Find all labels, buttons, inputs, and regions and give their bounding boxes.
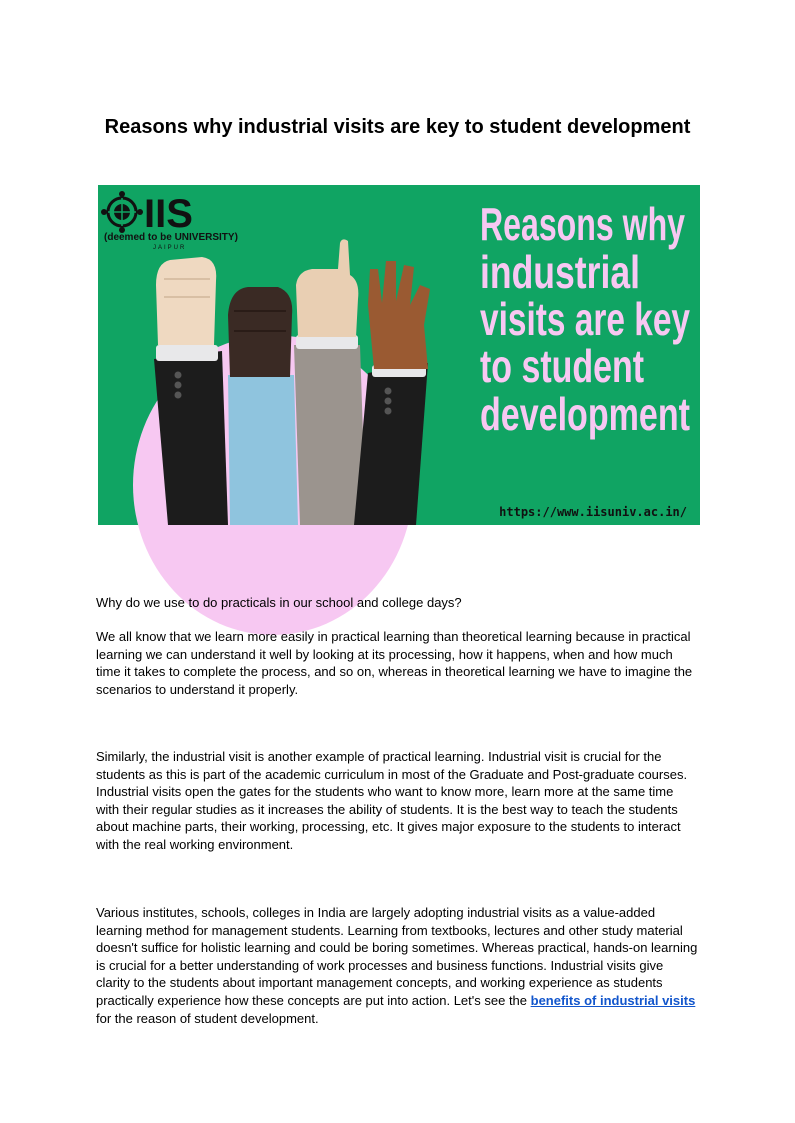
paragraph-4-text-after: for the reason of student development. (96, 1010, 319, 1026)
page-title: Reasons why industrial visits are key to student development (104, 116, 691, 138)
banner-image (98, 185, 700, 525)
headline-line-3: visits are key (480, 293, 691, 345)
logo-city: JAIPUR (153, 245, 187, 251)
banner-headline (480, 198, 690, 440)
headline-line-1: Reasons why (480, 198, 686, 250)
paragraph-1: Why do we use to do practicals in our school and college days? (96, 595, 462, 610)
logo-main: IIS (144, 192, 193, 236)
benefits-link[interactable]: benefits of industrial visits (530, 992, 696, 1008)
headline-line-2: industrial (480, 246, 640, 298)
paragraph-3: Similarly, the industrial visit is another example of practical learning. Industrial visit is crucial for the students as this is part of the academic curriculum in most of the Graduate and Post-graduate courses. Industrial visits open the gates for the students who want to know more, learn more at the same time with their regular studies as it increases the ability of students. It is the best way to teach the students about machine parts, their working, processing, etc. It gives major exposure to the students to interact with the real working environment. (96, 749, 688, 852)
headline-line-5: development (480, 388, 690, 440)
paragraph-2: We all know that we learn more easily in practical learning than theoretical learning because in practical learning we can understand it well by looking at its processing, how it happens, when and how much time it takes to complete the process, and so on, whereas in theoretical learning we have to imagine the scenarios to understand it properly. (96, 629, 693, 697)
paragraph-4 (96, 904, 700, 1027)
banner-url: https://www.iisuniv.ac.in/ (499, 505, 687, 519)
paragraph-4-text-before: Various institutes, schools, colleges in India are largely adopting industrial visits as a value-added learning method for management students. Learning from textbooks, lectures and other study material doesn't suffice for holistic learning and could be boring sometimes. Whereas practical, hands-on learning is crucial for a better understanding of work processes and business functions. Industrial visits give clarity to the students about important management concepts, and working experience as students practically experience how these concepts are put into action. Let's see the (96, 905, 698, 1008)
headline-line-4: to student (480, 340, 644, 392)
logo-sub: (deemed to be UNIVERSITY) (104, 232, 238, 243)
